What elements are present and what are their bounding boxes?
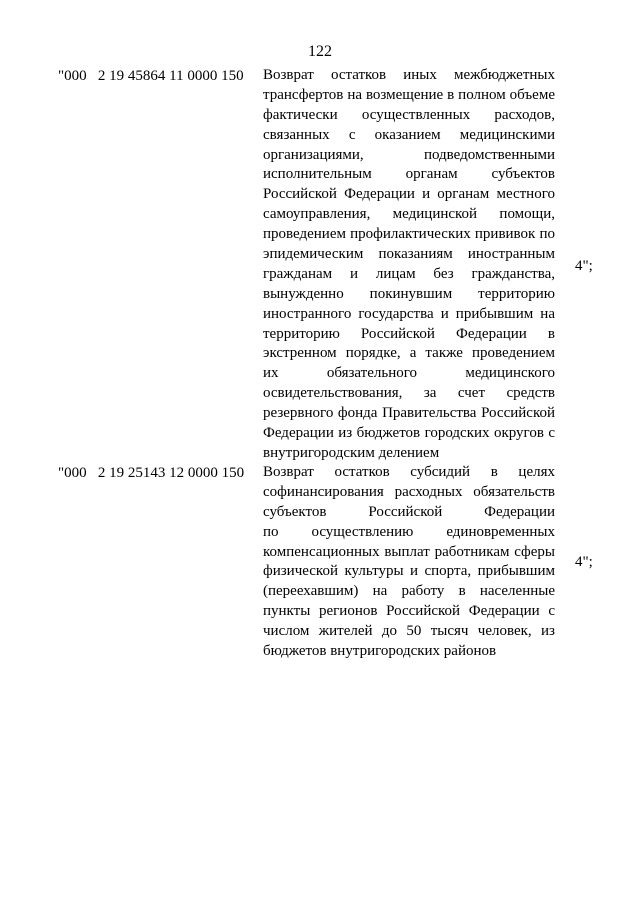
description-line: Возврат остатков субсидий в целях — [263, 464, 555, 480]
description-line: внутригородским делением — [263, 444, 440, 461]
description-line: субъектов Российской Федерации — [263, 503, 555, 520]
description-line: фактически осуществленных расходов, — [263, 106, 555, 123]
description-line: организациями, подведомственными — [263, 146, 555, 163]
description-line: их обязательного медицинского — [263, 365, 555, 382]
description-line: бюджетов внутригородских районов — [263, 643, 497, 660]
description-line: пункты регионов Российской Федерации с — [263, 603, 555, 620]
description-line: исполнительным органам субъектов — [263, 166, 555, 183]
description-line: трансфертов на возмещение в полном объеме — [263, 86, 555, 103]
row-description — [263, 66, 555, 464]
description-line: Возврат остатков иных межбюджетных — [263, 67, 555, 83]
description-line: числом жителей до 50 тысяч человек, из — [263, 623, 555, 640]
description-line: Российской Федерации и органам местного — [263, 186, 555, 203]
row-value: 4"; — [575, 554, 593, 570]
description-line: территорию Российской Федерации в — [263, 325, 555, 342]
description-line: по осуществлению единовременных — [263, 523, 555, 540]
description-line: проведением профилактических прививок по — [263, 226, 555, 243]
description-line: связанных с оказанием медицинскими — [263, 126, 555, 143]
description-line: компенсационных выплат работникам сферы — [263, 543, 555, 560]
description-line: вынужденно покинувшим территорию — [263, 285, 555, 302]
description-line: физической культуры и спорта, прибывшим — [263, 563, 555, 580]
description-line: экстренном порядке, а также проведением — [263, 345, 555, 362]
description-line: (переехавшим) на работу в населенные — [263, 583, 555, 600]
description-line: самоуправления, медицинской помощи, — [263, 206, 555, 223]
description-line: резервного фонда Правительства Российской — [263, 405, 555, 422]
classification-code: "000 2 19 45864 11 0000 150 — [58, 68, 244, 84]
row-value: 4"; — [575, 258, 593, 274]
description-line: иностранного государства и прибывшим на — [263, 305, 555, 322]
page-number: 122 — [308, 43, 332, 60]
classification-code: "000 2 19 25143 12 0000 150 — [58, 465, 245, 481]
description-line: гражданам и лицам без гражданства, — [263, 265, 555, 282]
description-line: освидетельствования, за счет средств — [263, 385, 555, 402]
description-line: эпидемическим показаниям иностранным — [263, 246, 555, 263]
row-description — [263, 463, 555, 662]
description-line: софинансирования расходных обязательств — [263, 483, 555, 500]
description-line: Федерации из бюджетов городских округов с — [263, 425, 555, 442]
